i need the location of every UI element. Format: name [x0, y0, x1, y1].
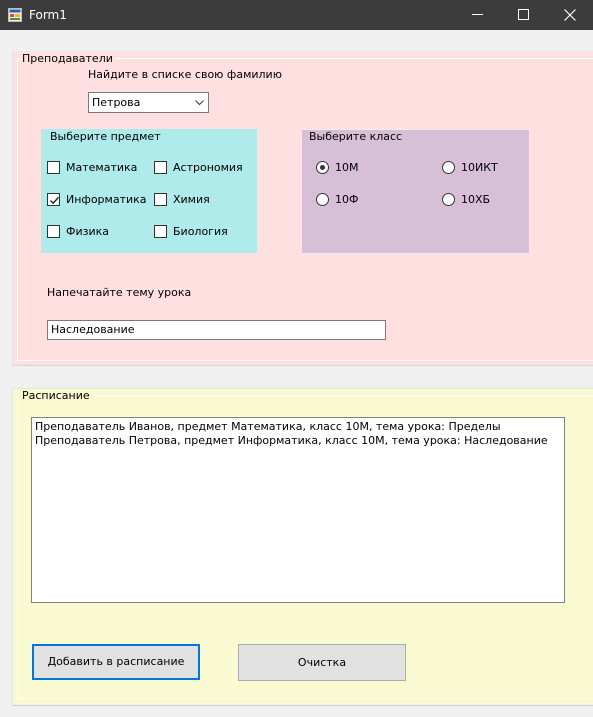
checkbox-math-label[interactable]: Математика — [66, 161, 138, 174]
close-button[interactable] — [547, 0, 593, 30]
radio-10ikt[interactable] — [442, 161, 455, 174]
radio-10ikt-label[interactable]: 10ИКТ — [461, 161, 498, 174]
radio-10hb-label[interactable]: 10ХБ — [461, 193, 491, 206]
maximize-icon — [518, 9, 529, 20]
topic-input[interactable] — [47, 320, 386, 340]
classes-group-legend: Выберите класс — [309, 130, 403, 143]
checkbox-chemistry[interactable] — [154, 193, 167, 206]
add-to-schedule-button[interactable]: Добавить в расписание — [32, 644, 200, 680]
classes-group — [301, 129, 530, 254]
radio-selected-dot — [320, 165, 325, 170]
list-item[interactable]: Преподаватель Иванов, предмет Математика, класс 10М, тема урока: Пределы — [35, 420, 501, 433]
radio-10m-label[interactable]: 10М — [335, 161, 359, 174]
clear-button[interactable]: Очистка — [238, 644, 406, 681]
checkbox-math[interactable] — [47, 161, 60, 174]
subjects-group-legend: Выберите предмет — [50, 130, 161, 143]
minimize-icon — [472, 14, 483, 16]
teachers-group-legend: Преподаватели — [22, 52, 113, 65]
bottom-divider — [12, 705, 593, 706]
checkbox-biology-label[interactable]: Биология — [173, 225, 228, 238]
minimize-button[interactable] — [454, 0, 500, 30]
checkbox-informatics[interactable] — [47, 193, 60, 206]
checkbox-informatics-label[interactable]: Информатика — [66, 193, 147, 206]
checkbox-physics[interactable] — [47, 225, 60, 238]
checkbox-astronomy-label[interactable]: Астрономия — [173, 161, 243, 174]
radio-10m[interactable] — [316, 161, 329, 174]
find-surname-label: Найдите в списке свою фамилию — [88, 68, 282, 81]
schedule-list[interactable] — [31, 417, 565, 603]
title-bar[interactable] — [0, 0, 593, 30]
topic-input-value: Наследование — [51, 323, 135, 336]
list-item[interactable]: Преподаватель Петрова, предмет Информатика, класс 10М, тема урока: Наследование — [35, 434, 548, 447]
radio-10f[interactable] — [316, 193, 329, 206]
radio-10hb[interactable] — [442, 193, 455, 206]
teacher-select-value: Петрова — [92, 96, 141, 109]
checkbox-physics-label[interactable]: Физика — [66, 225, 110, 238]
checkbox-biology[interactable] — [154, 225, 167, 238]
window-title: Form1 — [29, 8, 67, 22]
checkbox-astronomy[interactable] — [154, 161, 167, 174]
maximize-button[interactable] — [500, 0, 546, 30]
close-icon — [564, 9, 576, 21]
chevron-down-icon — [195, 98, 204, 107]
schedule-group-legend: Расписание — [22, 389, 90, 402]
teacher-select[interactable] — [88, 92, 209, 113]
app-icon — [8, 8, 22, 22]
topic-label: Напечатайте тему урока — [47, 286, 192, 299]
radio-10f-label[interactable]: 10Ф — [335, 193, 359, 206]
checkmark-icon — [49, 195, 60, 206]
checkbox-chemistry-label[interactable]: Химия — [173, 193, 210, 206]
